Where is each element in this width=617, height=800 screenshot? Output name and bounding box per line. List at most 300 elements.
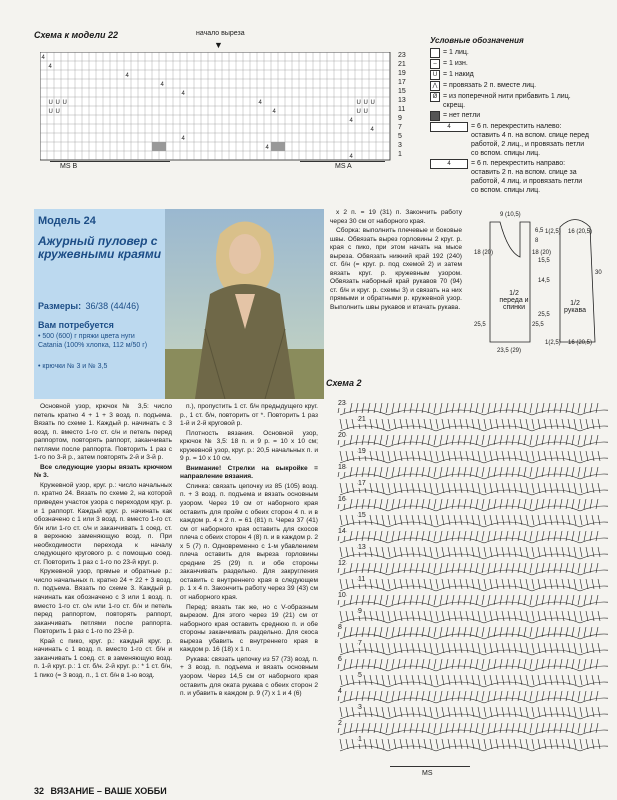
arrow-down-icon: ▼ [214, 40, 223, 50]
chain-arc [484, 650, 532, 655]
stitch-mark [484, 515, 486, 525]
stitch-mark [476, 467, 478, 477]
stitch-mark [404, 659, 406, 669]
stitch-mark [346, 451, 348, 461]
stitch-mark [578, 435, 580, 445]
chain-arc [388, 618, 436, 623]
legend-symbol: – [430, 59, 440, 69]
stitch-mark [452, 723, 454, 733]
stitch-mark [532, 611, 534, 621]
stitch-mark [448, 483, 450, 493]
stitch-mark [392, 723, 394, 733]
chain-arc [532, 602, 580, 607]
dim: 30 [595, 270, 602, 276]
stitch-mark [406, 643, 408, 653]
stitch-mark [404, 723, 406, 733]
stitch-mark [374, 531, 376, 541]
stitch-mark [464, 435, 466, 445]
row-number: 19 [358, 448, 366, 455]
stitch-mark [578, 403, 580, 413]
row-number: 21 [358, 416, 366, 423]
stitch-mark [550, 419, 552, 429]
stitch-mark [592, 675, 594, 685]
stitch-mark [572, 723, 574, 733]
stitch-mark [418, 739, 420, 749]
stitch-mark [428, 435, 430, 445]
stitch-mark [436, 451, 438, 461]
stitch-mark [368, 499, 370, 509]
stitch-mark [488, 595, 490, 605]
legend-text: = провязать 2 п. вместе лиц. [443, 82, 537, 89]
stitch-mark [356, 467, 358, 477]
stitch-mark [556, 547, 558, 557]
stitch-mark [476, 627, 478, 637]
stitch-mark [526, 707, 528, 717]
stitch-mark [412, 739, 414, 749]
stitch-mark [554, 563, 556, 573]
stitch-mark [452, 563, 454, 573]
stitch-mark [452, 627, 454, 637]
stitch-mark [412, 611, 414, 621]
stitch-mark [578, 563, 580, 573]
yarn-over-mark: U [48, 100, 53, 106]
stitch-mark [544, 611, 546, 621]
stitch-mark [400, 515, 402, 525]
stitch-mark [410, 659, 412, 669]
stitch-mark [452, 659, 454, 669]
stitch-mark [560, 435, 562, 445]
stitch-mark [418, 547, 420, 557]
stitch-mark [352, 675, 354, 685]
stitch-mark [532, 515, 534, 525]
stitch-mark [428, 499, 430, 509]
stitch-mark [418, 579, 420, 589]
stitch-mark [562, 643, 564, 653]
stitch-mark [406, 483, 408, 493]
stitch-mark [548, 499, 550, 509]
dim: 25,5 [538, 312, 550, 318]
stitch-mark [386, 563, 388, 573]
stitch-mark [404, 595, 406, 605]
stitch-mark [380, 595, 382, 605]
stitch-mark [454, 707, 456, 717]
stitch-mark [566, 691, 568, 701]
stitch-mark [548, 659, 550, 669]
chain-arc [340, 474, 388, 479]
stitch-mark [416, 531, 418, 541]
stitch-mark [430, 547, 432, 557]
stitch-mark [580, 707, 582, 717]
stitch-mark [458, 467, 460, 477]
stitch-mark [518, 531, 520, 541]
stitch-mark [532, 643, 534, 653]
chain-arc [484, 458, 532, 463]
stitch-mark [488, 403, 490, 413]
stitch-mark [526, 547, 528, 557]
stitch-mark [596, 659, 598, 669]
stitch-mark [434, 467, 436, 477]
sleeve-label: 1/2 рукава [564, 300, 586, 314]
stitch-mark [548, 595, 550, 605]
row-number: 23 [338, 400, 346, 407]
stitch-mark [478, 611, 480, 621]
stitch-mark [434, 563, 436, 573]
stitch-mark [454, 547, 456, 557]
stitch-mark [464, 563, 466, 573]
stitch-mark [578, 723, 580, 733]
stitch-mark [340, 547, 342, 557]
stitch-mark [340, 419, 342, 429]
stitch-mark [368, 435, 370, 445]
chain-arc [532, 506, 580, 511]
stitch-mark [526, 451, 528, 461]
row-number: 8 [338, 624, 342, 631]
stitch-mark [430, 739, 432, 749]
stitch-mark [488, 563, 490, 573]
stitch-mark [356, 563, 358, 573]
stitch-mark [400, 579, 402, 589]
stitch-mark [452, 499, 454, 509]
stitch-mark [430, 451, 432, 461]
stitch-mark [382, 707, 384, 717]
stitch-mark [362, 403, 364, 413]
stitch-mark [536, 723, 538, 733]
stitch-mark [554, 531, 556, 541]
stitch-mark [412, 579, 414, 589]
stitch-mark [344, 723, 346, 733]
stitch-mark [458, 563, 460, 573]
stitch-mark [392, 659, 394, 669]
stitch-mark [422, 595, 424, 605]
stitch-mark [400, 547, 402, 557]
stitch-mark [526, 483, 528, 493]
chain-arc [484, 570, 532, 575]
paragraph: Перед: вязать так же, но с V-образным вырезом. Для этого через 19 (21) см от наборного края оставить среднюю п. и обе стороны заканчивать раздельно. Для скоса выреза убавить с внутреннего края в каждом р. 16 (18) х 1 п. [180, 603, 318, 654]
stitch-mark [458, 435, 460, 445]
text-column-1 [34, 403, 172, 682]
stitch-mark [410, 435, 412, 445]
chain-arc [532, 426, 580, 431]
stitch-mark [584, 723, 586, 733]
stitch-mark [382, 643, 384, 653]
stitch-mark [340, 739, 342, 749]
stitch-mark [580, 451, 582, 461]
stitch-mark [524, 435, 526, 445]
scheme2-chart [330, 395, 608, 765]
stitch-mark [436, 611, 438, 621]
legend-item [430, 81, 590, 91]
chain-arc [436, 522, 484, 527]
stitch-mark [562, 419, 564, 429]
stitch-mark [490, 451, 492, 461]
stitch-mark [482, 659, 484, 669]
stitch-mark [470, 531, 472, 541]
yarn-over-mark: U [55, 109, 60, 115]
stitch-mark [544, 451, 546, 461]
stitch-mark [554, 467, 556, 477]
stitch-mark [560, 563, 562, 573]
stitch-mark [380, 723, 382, 733]
stitch-mark [508, 451, 510, 461]
stitch-mark [512, 595, 514, 605]
chain-arc [532, 458, 580, 463]
chain-arc [436, 442, 484, 447]
stitch-mark [440, 691, 442, 701]
stitch-mark [598, 419, 600, 429]
stitch-mark [482, 691, 484, 701]
stitch-mark [404, 499, 406, 509]
stitch-mark [476, 499, 478, 509]
chain-arc [388, 698, 436, 703]
chain-arc [436, 554, 484, 559]
stitch-mark [500, 531, 502, 541]
stitch-mark [436, 675, 438, 685]
chain-arc [436, 570, 484, 575]
stitch-mark [436, 579, 438, 589]
chain-arc [340, 682, 388, 687]
stitch-mark [356, 723, 358, 733]
stitch-mark [442, 643, 444, 653]
stitch-mark [586, 451, 588, 461]
stitch-mark [514, 611, 516, 621]
stitch-mark [496, 739, 498, 749]
row-number: 15 [398, 88, 406, 95]
stitch-mark [490, 579, 492, 589]
chain-arc [340, 538, 388, 543]
stitch-mark [538, 739, 540, 749]
stitch-mark [352, 707, 354, 717]
stitch-mark [458, 659, 460, 669]
legend-symbol: ⋀ [430, 81, 440, 91]
stitch-mark [404, 627, 406, 637]
stitch-mark [344, 691, 346, 701]
stitch-mark [382, 675, 384, 685]
stitch-mark [464, 467, 466, 477]
chain-arc [532, 570, 580, 575]
stitch-mark [374, 435, 376, 445]
stitch-mark [380, 531, 382, 541]
stitch-mark [406, 419, 408, 429]
stitch-mark [502, 675, 504, 685]
stitch-mark [482, 499, 484, 509]
stitch-mark [478, 515, 480, 525]
chain-arc [388, 586, 436, 591]
stitch-mark [458, 595, 460, 605]
dim: 16 (20,5) [568, 340, 593, 346]
stitch-mark [478, 451, 480, 461]
stitch-mark [482, 627, 484, 637]
stitch-mark [458, 723, 460, 733]
stitch-mark [404, 531, 406, 541]
stitch-mark [536, 531, 538, 541]
stitch-mark [574, 611, 576, 621]
stitch-mark [392, 499, 394, 509]
stitch-mark [530, 627, 532, 637]
no-stitch-cell [159, 142, 166, 151]
stitch-mark [496, 675, 498, 685]
chain-arc [340, 698, 388, 703]
stitch-mark [554, 723, 556, 733]
stitch-mark [506, 723, 508, 733]
chain-arc [484, 682, 532, 687]
stitch-mark [416, 499, 418, 509]
stitch-mark [406, 451, 408, 461]
stitch-mark [484, 611, 486, 621]
legend-text: = из поперечной нити прибавить 1 лиц. скрещ. [443, 93, 571, 109]
stitch-mark [448, 675, 450, 685]
stitch-mark [428, 723, 430, 733]
ms-a-bracket [300, 161, 385, 162]
stitch-mark [374, 627, 376, 637]
chain-arc [484, 602, 532, 607]
chain-arc [484, 538, 532, 543]
stitch-mark [356, 595, 358, 605]
stitch-mark [536, 403, 538, 413]
stitch-mark [574, 515, 576, 525]
stitch-mark [352, 515, 354, 525]
stitch-mark [476, 531, 478, 541]
stitch-mark [506, 691, 508, 701]
stitch-mark [556, 515, 558, 525]
stitch-mark [422, 659, 424, 669]
stitch-mark [560, 691, 562, 701]
stitch-mark [572, 563, 574, 573]
stitch-mark [550, 451, 552, 461]
stitch-mark [502, 611, 504, 621]
stitch-mark [370, 419, 372, 429]
row-number: 11 [358, 576, 366, 583]
stitch-mark [464, 627, 466, 637]
ms-label: MS [422, 770, 433, 777]
stitch-mark [478, 675, 480, 685]
stitch-mark [470, 563, 472, 573]
stitch-mark [400, 739, 402, 749]
stitch-mark [352, 739, 354, 749]
stitch-mark [524, 467, 526, 477]
stitch-mark [538, 675, 540, 685]
stitch-mark [440, 403, 442, 413]
chain-arc [436, 730, 484, 735]
stitch-mark [592, 707, 594, 717]
stitch-mark [544, 707, 546, 717]
stitch-mark [596, 531, 598, 541]
stitch-mark [596, 723, 598, 733]
stitch-mark [586, 483, 588, 493]
stitch-mark [518, 435, 520, 445]
stitch-mark [488, 691, 490, 701]
chain-arc [484, 506, 532, 511]
stitch-mark [388, 579, 390, 589]
row-number: 14 [338, 528, 346, 535]
stitch-mark [412, 483, 414, 493]
scheme22-grid [40, 52, 398, 162]
stitch-mark [574, 451, 576, 461]
chain-arc [388, 474, 436, 479]
stitch-mark [412, 707, 414, 717]
stitch-mark [488, 467, 490, 477]
chain-arc [340, 554, 388, 559]
stitch-mark [460, 451, 462, 461]
stitch-mark [496, 611, 498, 621]
stitch-mark [586, 515, 588, 525]
yarn-over-mark: U [62, 100, 67, 106]
stitch-mark [340, 675, 342, 685]
chain-arc [532, 682, 580, 687]
stitch-mark [470, 627, 472, 637]
stitch-mark [532, 451, 534, 461]
stitch-mark [460, 547, 462, 557]
stitch-mark [386, 531, 388, 541]
stitch-mark [566, 563, 568, 573]
stitch-mark [524, 531, 526, 541]
stitch-mark [536, 435, 538, 445]
stitch-mark [470, 723, 472, 733]
stitch-mark [434, 691, 436, 701]
cable-mark: 4 [48, 64, 52, 70]
stitch-mark [550, 515, 552, 525]
stitch-mark [394, 643, 396, 653]
chain-arc [388, 458, 436, 463]
stitch-mark [574, 419, 576, 429]
stitch-mark [536, 691, 538, 701]
stitch-mark [460, 483, 462, 493]
stitch-mark [394, 579, 396, 589]
stitch-mark [388, 451, 390, 461]
chain-arc [436, 666, 484, 671]
legend-text: = 6 п. перекрестить налево: оставить 4 п. на вспом. спице перед работой, 2 лиц., и провязать петли со вспом. спицы лиц. [471, 123, 589, 157]
stitch-mark [598, 547, 600, 557]
stitch-mark [506, 627, 508, 637]
stitch-mark [572, 595, 574, 605]
stitch-mark [434, 627, 436, 637]
stitch-mark [368, 595, 370, 605]
stitch-mark [458, 691, 460, 701]
stitch-mark [370, 739, 372, 749]
stitch-mark [346, 579, 348, 589]
stitch-mark [514, 419, 516, 429]
stitch-mark [598, 707, 600, 717]
stitch-mark [386, 659, 388, 669]
stitch-mark [512, 723, 514, 733]
stitch-mark [598, 579, 600, 589]
chain-arc [484, 634, 532, 639]
legend-text: = 6 п. перекрестить направо: оставить 2 п. на вспом. спице за работой, 4 лиц. и провязать петли со вспом. спицы лиц. [471, 160, 583, 194]
stitch-mark [512, 467, 514, 477]
stitch-mark [562, 547, 564, 557]
stitch-mark [550, 707, 552, 717]
stitch-mark [580, 579, 582, 589]
stitch-mark [554, 403, 556, 413]
row-number: 23 [398, 52, 406, 59]
stitch-mark [452, 595, 454, 605]
stitch-mark [382, 547, 384, 557]
text-column-3 [330, 209, 462, 314]
stitch-mark [506, 435, 508, 445]
stitch-mark [452, 531, 454, 541]
legend-item [430, 59, 590, 69]
stitch-mark [368, 563, 370, 573]
stitch-mark [346, 643, 348, 653]
stitch-mark [566, 435, 568, 445]
stitch-mark [364, 739, 366, 749]
chain-arc [436, 682, 484, 687]
stitch-mark [562, 515, 564, 525]
stitch-mark [442, 739, 444, 749]
stitch-mark [544, 547, 546, 557]
legend-text: = нет петли [443, 112, 481, 119]
stitch-mark [434, 499, 436, 509]
stitch-mark [550, 483, 552, 493]
